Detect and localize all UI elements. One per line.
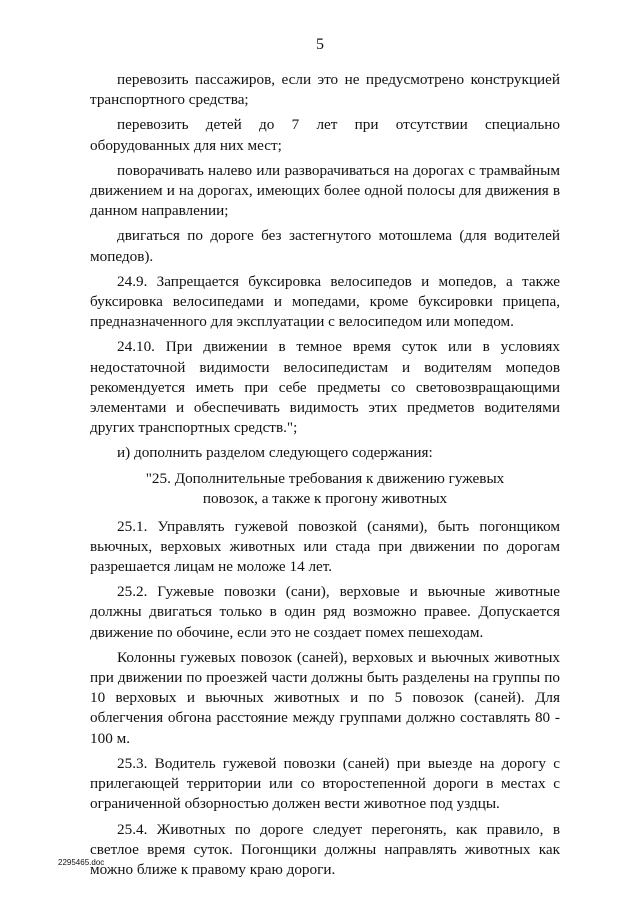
paragraph: перевозить пассажиров, если это не предусмотрено конструкцией транспортного средства;	[90, 71, 560, 109]
paragraph-25-3: 25.3. Водитель гужевой повозки (саней) при выезде на дорогу с прилегающей территории или со второстепенной дороги в местах с ограниченной обзорностью должен вести животное под уздцы.	[90, 754, 560, 813]
paragraph-25-1: 25.1. Управлять гужевой повозкой (санями), быть погонщиком вьючных, верховых животных или стада при движении по дорогам разрешается лицам не моложе 14 лет.	[90, 517, 560, 576]
paragraph-25-4: 25.4. Животных по дороге следует перегонять, как правило, в светлое время суток. Погонщики должны направлять животных как можно ближе к правому краю дороги.	[90, 820, 560, 878]
paragraph-24-9: 24.9. Запрещается буксировка велосипедов и мопедов, а также буксировка велосипедами и мопедами, кроме буксировки прицепа, предназначенного для эксплуатации с велосипедом или мопедом.	[90, 272, 560, 331]
paragraph: двигаться по дороге без застегнутого мотошлема (для водителей мопедов).	[90, 227, 560, 265]
paragraph-24-10: 24.10. При движении в темное время суток или в условиях недостаточной видимости велосипедистам и водителям мопедов рекомендуется иметь при себе предметы со световозвращающими элементами и обеспечивать видимость этих предметов водителями других транспортных средств.";	[90, 338, 560, 437]
document-body	[90, 70, 560, 885]
paragraph: поворачивать налево или разворачиваться на дорогах с трамвайным движением и на дорогах, имеющих более одной полосы для движения в данном направлении;	[90, 161, 560, 220]
footer-filename: 2295465.doc	[58, 858, 105, 867]
page-number: 5	[316, 36, 324, 53]
section-heading-line-1: "25. Дополнительные требования к движению гужевых	[145, 469, 505, 487]
paragraph: перевозить детей до 7 лет при отсутствии специально оборудованных для них мест;	[90, 116, 560, 154]
paragraph-columns: Колонны гужевых повозок (саней), верховых и вьючных животных при движении по проезжей части должны быть разделены на группы по 10 верховых и вьючных животных и по 5 повозок (саней). Для облегчения обгона расстояние между группами должно составлять 80 - 100 м.	[90, 648, 560, 747]
paragraph-amendment-intro: и) дополнить разделом следующего содержания:	[117, 444, 433, 462]
section-heading-line-2: повозок, а также к прогону животных	[202, 489, 448, 507]
section-heading	[90, 469, 560, 509]
paragraph-25-2: 25.2. Гужевые повозки (сани), верховые и вьючные животные должны двигаться только в один ряд возможно правее. Допускается движение по обочине, если это не создает помех пешеходам.	[90, 583, 560, 641]
